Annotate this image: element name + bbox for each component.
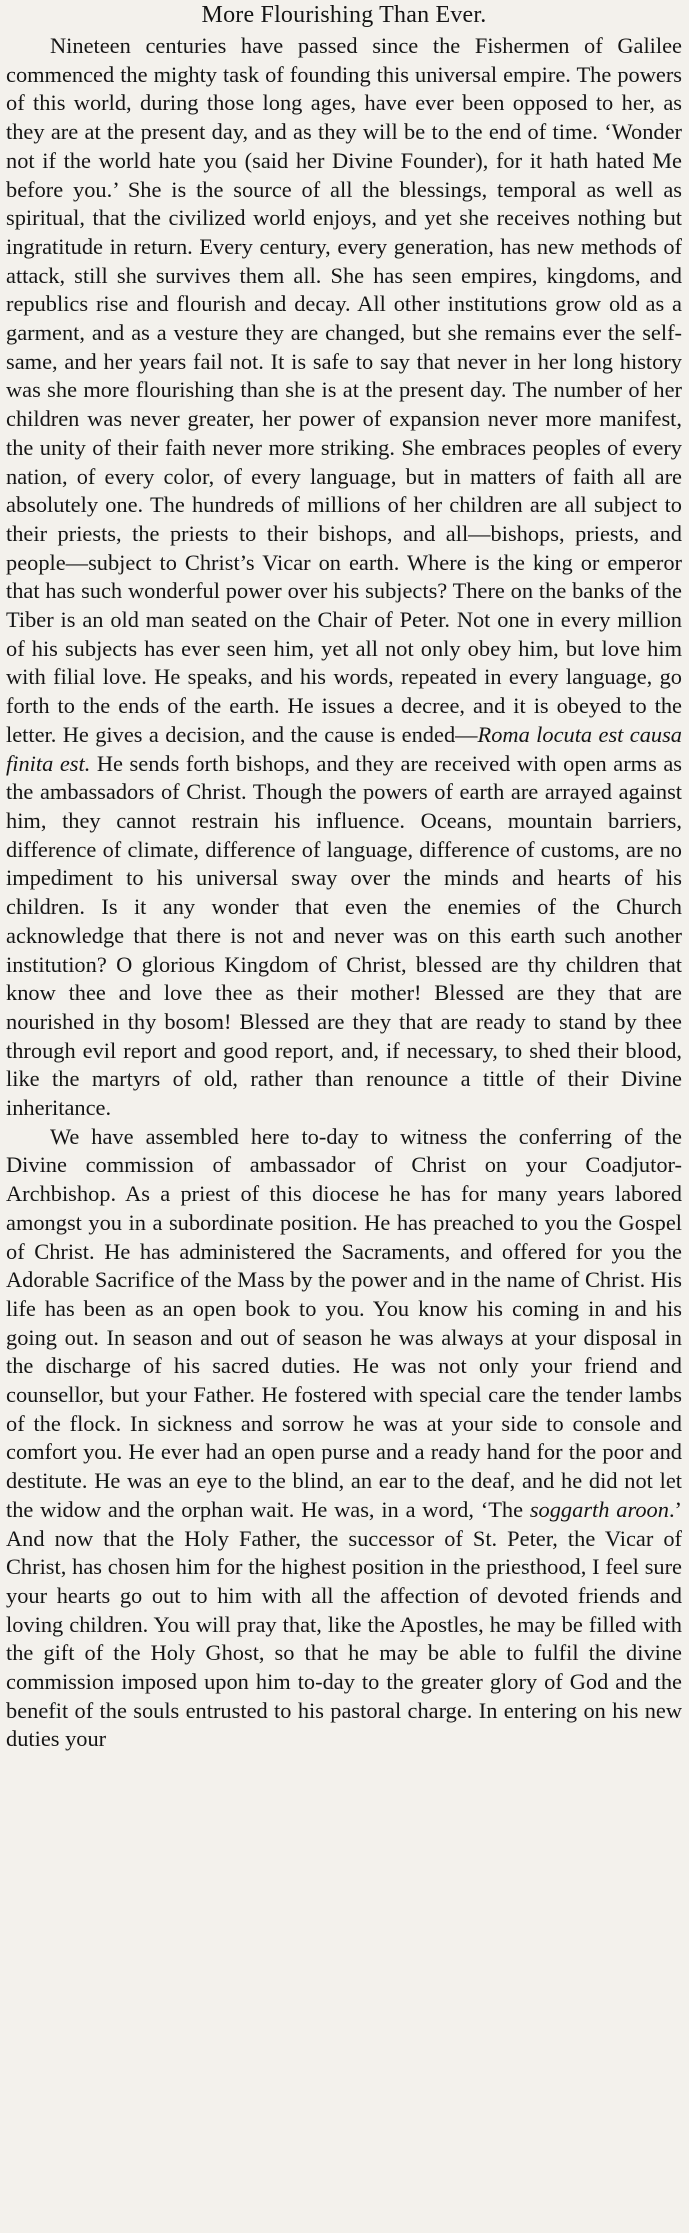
paragraph-1-text: Nineteen centuries have passed since the Fishermen of Galilee commenced the mighty task of founding this universal empire. The powers of this world, during those long ages, have ever been opposed to her, as they are at the present day, and as they will be to the end of time. ‘Wonder not if the world hate you (said her Divine Founder), for it hath hated Me before you.’ She is the source of all the blessings, temporal as well as spiritual, that the civilized world enjoys, and yet she receives nothing but ingratitude in return. Every century, every generation, has new methods of attack, still she survives them all. She has seen empires, kingdoms, and republics rise and flourish and decay. All other institutions grow old as a garment, and as a vesture they are changed, but she remains ever the self-same, and her years fail not. It is safe to say that never in her long history was she more flourishing than she is at the present day. The number of her children was never greater, her power of expansion never more manifest, the unity of their faith never more striking. She embraces peoples of every nation, of every color, of every language, but in matters of faith all are absolutely one. The hundreds of millions of her children are all subject to their priests, the priests to their bishops, and all—bishops, priests, and people—subject to Christ’s Vicar on earth. Where is the king or emperor that has such wonderful power over his subjects? There on the banks of the Tiber is an old man seated on the Chair of Peter. Not one in every million of his subjects has ever seen him, yet all not only obey him, but love him with filial love. He speaks, and his words, repeated in every language, go forth to the ends of the earth. He issues a decree, and it is obeyed to the letter. He gives a decision, and the cause is ended—	[6, 33, 682, 747]
article-title: More Flourishing Than Ever.	[201, 2, 487, 28]
paragraph-1-text-continued: He sends forth bishops, and they are received with open arms as the ambassadors of Christ. Though the powers of earth are arrayed against him, they cannot restrain his influence. Oceans, mountain barriers, difference of climate, difference of language, difference of customs, are no impediment to his universal sway over the minds and hearts of his children. Is it any wonder that even the enemies of the Church acknowledge that there is not and never was on this earth such another institution? O glorious Kingdom of Christ, blessed are thy children that know thee and love thee as their mother! Blessed are they that are nourished in thy bosom! Blessed are they that are ready to stand by thee through evil report and good report, and, if necessary, to shed their blood, like the martyrs of old, rather than renounce a tittle of their Divine inheritance.	[6, 750, 683, 1121]
paragraph-2-text: We have assembled here to-day to witness the conferring of the Divine commission of ambassador of Christ on your Coadjutor-Archbishop. As a priest of this diocese he has for many years labored amongst you in a subordinate position. He has preached to you the Gospel of Christ. He has administered the Sacraments, and offered for you the Adorable Sacrifice of the Mass by the power and in the name of Christ. His life has been as an open book to you. You know his coming in and his going out. In season and out of season he was always at your disposal in the discharge of his sacred duties. He was not only your friend and counsellor, but your Father. He fostered with special care the tender lambs of the flock. In sickness and sorrow he was at your side to console and comfort you. He ever had an open purse and a ready hand for the poor and destitute. He was an eye to the blind, an ear to the deaf, and he did not let the widow and the orphan wait. He was, in a word, ‘The	[6, 1123, 682, 1522]
paragraph-2	[6, 1123, 682, 1754]
paragraph-1-latin-quote: Roma locuta est causa finita est.	[6, 721, 682, 776]
paragraph-1	[6, 32, 682, 1123]
paragraph-2-text-continued: .’ And now that the Holy Father, the successor of St. Peter, the Vicar of Christ, has chosen him for the highest position in the priesthood, I feel sure your hearts go out to him with all the affection of devoted friends and loving children. You will pray that, like the Apostles, he may be filled with the gift of the Holy Ghost, so that he may be able to fulfil the divine commission imposed upon him to-day to the greater glory of God and the benefit of the souls entrusted to his pastoral charge. In entering on his new duties your	[6, 1496, 682, 1752]
paragraph-2-irish-phrase: soggarth aroon	[529, 1496, 669, 1522]
